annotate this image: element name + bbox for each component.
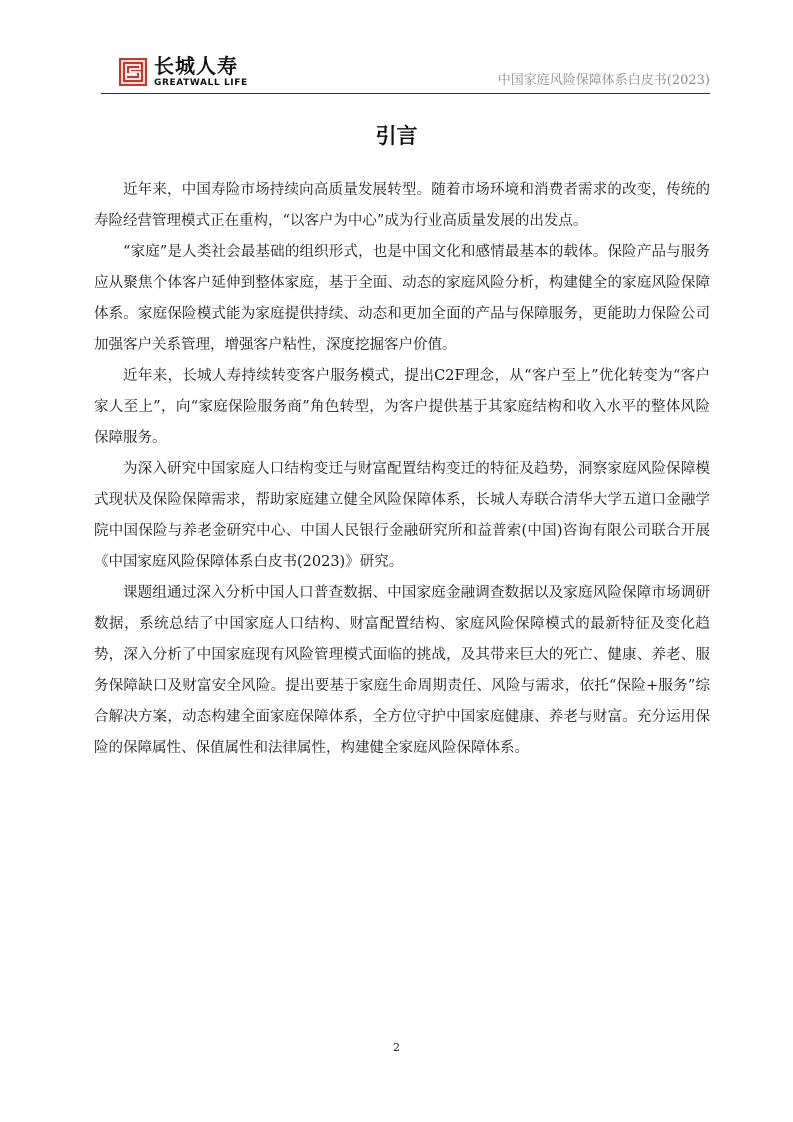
greatwall-logo-icon (118, 57, 148, 87)
paragraph: 近年来，中国寿险市场持续向高质量发展转型。随着市场环境和消费者需求的改变，传统的寿险经营管理模式正在重构，“以客户为中心”成为行业高质量发展的出发点。 (94, 182, 710, 229)
logo-name-cn: 长城人寿 (154, 54, 238, 78)
document-title: 中国家庭风险保障体系白皮书(2023) (497, 73, 710, 88)
paragraph: 近年来，长城人寿持续转变客户服务模式，提出C2F理念，从“客户至上”优化转变为“客户家人至上”，向“家庭保险服务商”角色转型，为客户提供基于其家庭结构和收入水平的整体风险保障服务。 (94, 368, 710, 446)
paragraph: “家庭”是人类社会最基础的组织形式，也是中国文化和感情最基本的载体。保险产品与服务应从聚焦个体客户延伸到整体家庭，基于全面、动态的家庭风险分析，构建健全的家庭风险保障体系。家庭保险模式能为家庭提供持续、动态和更加全面的产品与保障服务，更能助力保险公司加强客户关系管理，增强客户粘性，深度挖掘客户价值。 (94, 244, 710, 353)
paragraph: 为深入研究中国家庭人口结构变迁与财富配置结构变迁的特征及趋势，洞察家庭风险保障模式现状及保险保障需求，帮助家庭建立健全风险保障体系，长城人寿联合清华大学五道口金融学院中国保险与养老金研究中心、中国人民银行金融研究所和益普索(中国)咨询有限公司联合开展《中国家庭风险保障体系白皮书(2023)》研究。 (94, 461, 710, 570)
section-body (94, 175, 710, 764)
header-divider (101, 93, 710, 94)
company-logo (118, 54, 248, 92)
logo-name-en: GREATWALL LIFE (154, 78, 248, 88)
section-title: 引言 (375, 124, 418, 148)
paragraph: 课题组通过深入分析中国人口普查数据、中国家庭金融调查数据以及家庭风险保障市场调研数据，系统总结了中国家庭人口结构、财富配置结构、家庭风险保障模式的最新特征及变化趋势，深入分析了中国家庭现有风险管理模式面临的挑战，及其带来巨大的死亡、健康、养老、服务保障缺口及财富安全风险。提出要基于家庭生命周期责任、风险与需求，依托“保险+服务”综合解决方案，动态构建全面家庭保障体系，全方位守护中国家庭健康、养老与财富。充分运用保险的保障属性、保值属性和法律属性，构建健全家庭风险保障体系。 (94, 585, 710, 756)
page-header (101, 50, 710, 94)
page-number: 2 (393, 1041, 400, 1054)
